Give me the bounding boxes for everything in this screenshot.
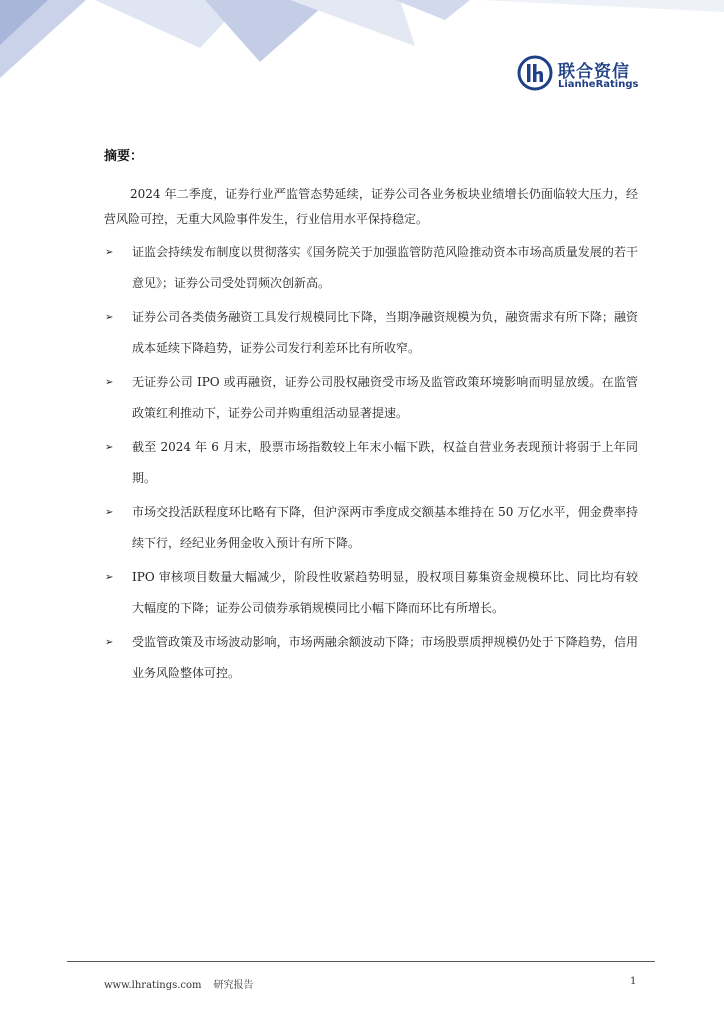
arrow-bullet-icon: ➢ (105, 377, 114, 388)
footer-doc-type: 研究报告 (213, 980, 254, 991)
footer-info (104, 976, 254, 991)
bullet-text: 市场交投活跃程度环比略有下降，但沪深两市季度成交额基本维持在 50 万亿水平，佣金费率持续下行，经纪业务佣金收入预计有所下降。 (132, 505, 638, 550)
bullet-item (104, 302, 638, 364)
bullet-item (104, 627, 638, 689)
bullet-item (104, 237, 638, 299)
footer-divider (67, 961, 655, 962)
logo-en-text: LianheRatings (558, 79, 639, 90)
page-number: 1 (630, 976, 637, 987)
bullet-text: 证券公司各类债务融资工具发行规模同比下降，当期净融资规模为负，融资需求有所下降；融资成本延续下降趋势，证券公司发行利差环比有所收窄。 (132, 310, 638, 355)
arrow-bullet-icon: ➢ (105, 247, 114, 258)
arrow-bullet-icon: ➢ (105, 442, 114, 453)
summary-intro: 2024 年二季度，证券行业严监管态势延续，证券公司各业务板块业绩增长仍面临较大压力，经营风险可控，无重大风险事件发生，行业信用水平保持稳定。 (104, 187, 638, 226)
summary-bullet-list (104, 237, 638, 689)
lianhe-logo-icon (517, 55, 553, 91)
bullet-text: IPO 审核项目数量大幅减少，阶段性收紧趋势明显，股权项目募集资金规模环比、同比均有较大幅度的下降；证券公司债券承销规模同比小幅下降而环比有所增长。 (132, 570, 638, 615)
arrow-bullet-icon: ➢ (105, 637, 114, 648)
arrow-bullet-icon: ➢ (105, 312, 114, 323)
bullet-item (104, 432, 638, 494)
summary-section (104, 145, 638, 692)
bullet-text: 截至 2024 年 6 月末，股票市场指数较上年末小幅下跌，权益自营业务表现预计将弱于上年同期。 (132, 440, 638, 485)
bullet-item (104, 367, 638, 429)
bullet-text: 证监会持续发布制度以贯彻落实《国务院关于加强监管防范风险推动资本市场高质量发展的若干意见》；证券公司受处罚频次创新高。 (132, 245, 638, 290)
footer-website-link[interactable]: www.lhratings.com (104, 980, 202, 991)
bullet-item (104, 497, 638, 559)
arrow-bullet-icon: ➢ (105, 507, 114, 518)
bullet-item (104, 562, 638, 624)
logo-cn-text: 联合资信 (558, 62, 630, 82)
lianhe-logo (517, 55, 647, 95)
arrow-bullet-icon: ➢ (105, 572, 114, 583)
summary-title: 摘要： (104, 149, 144, 164)
bullet-text: 受监管政策及市场波动影响，市场两融余额波动下降；市场股票质押规模仍处于下降趋势，信用业务风险整体可控。 (132, 635, 638, 680)
bullet-text: 无证券公司 IPO 或再融资，证券公司股权融资受市场及监管政策环境影响而明显放缓。在监管政策红利推动下，证券公司并购重组活动显著提速。 (132, 375, 638, 420)
